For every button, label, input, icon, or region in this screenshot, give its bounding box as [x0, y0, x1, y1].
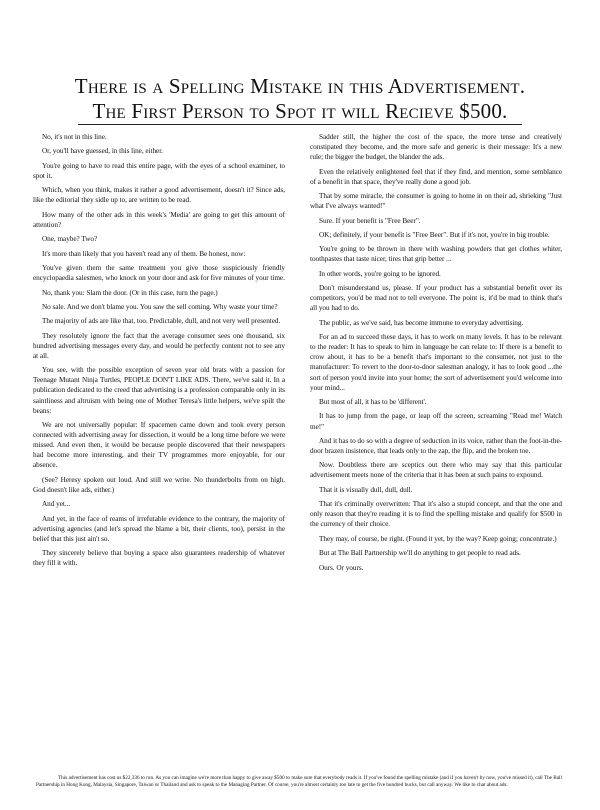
- paragraph: But at The Ball Partnership we'll do anything to get people to read ads.: [319, 549, 521, 558]
- paragraph: You see, with the possible exception of seven year old brats with a passion for Teenage Mutant Ninja Turtles, PEOPLE DON'T LIKE ADS. There, we've said it. In a publication dedicated to the creed that advertising is a profession comparable only in its saintliness and altruism with being one of Mother Teresa's little helpers, we've spilt the beans:: [33, 366, 285, 415]
- footer-text: This advertisement has cost us $22,336 to run. As you can imagine we're more than happy to give away $500 to make sure that everybody reads it. If you've found the spelling mistake (and if you haven't by now, you've missed it), call The Ball Partnership in Hong Kong, Malaysia, Singapore, Taiwan or Thailand and ask to speak to the Managing Partner. Of course, you're almost certainly too late to get the five hundred bucks, but call anyway. We like to chat about ads.: [36, 775, 562, 789]
- headline-line-1: There is a Spelling Mistake in this Advertisement.: [74, 74, 526, 98]
- paragraph: And yet...: [42, 500, 71, 509]
- paragraph: You're going to be thrown in there with washing powders that get clothes whiter, toothpastes that taste nicer, tires that grip better ...: [310, 245, 562, 264]
- paragraph: They sincerely believe that buying a space also guarantees readership of whatever they fill it with.: [33, 549, 285, 568]
- paragraph: Sadder still, the higher the cost of the space, the more tense and creatively constipated they become, and the more safe and generic is their message: It's a new rule; the bigger the budget, the blander the ads.: [310, 133, 562, 162]
- paragraph: It has to jump from the page, or leap off the screen, screaming "Read me! Watch me!": [310, 412, 562, 431]
- paragraph: No sale. And we don't blame you. You saw the sell coming. Why waste your time?: [42, 302, 278, 311]
- paragraph: You've given them the same treatment you give those suspiciously friendly encyclopaedia salesmen, who knock on your door and ask for five minutes of your time.: [33, 264, 285, 283]
- paragraph: That by some miracle, the consumer is going to home in on their ad, shrieking "Just what I've always wanted!": [310, 192, 562, 211]
- right-column: [310, 132, 562, 577]
- paragraph: No, it's not in this line.: [42, 133, 107, 141]
- paragraph: That it's criminally overwritten: That it's also a stupid concept, and that the one and only reason that they're reading it is to find the spelling mistake and qualify for $500 in the currency of their choice.: [310, 500, 562, 529]
- paragraph: One, maybe? Two?: [42, 235, 98, 244]
- headline-underline: [78, 124, 522, 125]
- footer-note: [36, 775, 564, 790]
- headline-line-2: The First Person to Spot it will Recieve $500.: [92, 99, 508, 123]
- paragraph: How many of the other ads in this week's 'Media' are going to get this amount of attention?: [33, 210, 285, 229]
- paragraph: For an ad to succeed these days, it has to work on many levels. It has to be relevant to the reader: It has to speak to him in language he can relate to: If there is a benefit to crow about, it has to be a benefit that's important to the consumer, not just to the manufacturer: To revert to the door-to-door salesman analogy, it has to look good ...the sort of person you'd invite into your home; the sort of advertisement you'd welcome into your mind...: [310, 333, 562, 392]
- paragraph: You're going to have to read this entire page, with the eyes of a school examiner, to spot it.: [33, 161, 285, 180]
- left-column: [33, 132, 285, 573]
- paragraph: Now. Doubtless there are sceptics out there who may say that this particular advertisement meets none of the criteria that it has been at such pains to expound.: [310, 461, 562, 480]
- paragraph: They resolutely ignore the fact that the average consumer sees one thousand, six hundred advertising messages every day, and would be perfectly content not to see any at all.: [33, 331, 285, 360]
- paragraph: Don't misunderstand us, please. If your product has a substantial benefit over its competitors, you'd be mad not to tell everyone. The point is, it'd be mad to think that's all you had to do.: [310, 284, 562, 313]
- paragraph: But most of all, it has to be 'different'.: [319, 398, 427, 407]
- paragraph: That it is visually dull, dull, dull.: [319, 485, 413, 494]
- paragraph: In other words, you're going to be ignored.: [319, 269, 441, 278]
- paragraph: Which, when you think, makes it rather a good advertisement, doesn't it? Since ads, like the editorial they sidle up to, are written to be read.: [33, 186, 285, 205]
- paragraph: (See? Heresy spoken out loud. And still we write. No thunderbolts from on high. God doesn't like ads, either.): [33, 475, 285, 494]
- paragraph: We are not universally popular: If spacemen came down and took every person connected with advertising away for dissection, it would be a long time before we were missed. And even then, it would be because people discovered that their newspapers had become more interesting, and their TV programmes more enjoyable, for our absence.: [33, 421, 285, 470]
- headline: [30, 74, 570, 124]
- paragraph: Even the relatively enlightened feel that if they find, and mention, some semblance of a benefit in that space, they've really done a good job.: [310, 167, 562, 186]
- paragraph: OK; definitely, if your benefit is "Free Beer". But if it's not, you're in big trouble.: [319, 230, 550, 239]
- paragraph: And yet, in the face of reams of irrefutable evidence to the contrary, the majority of advertising agencies (and let's spread the blame a bit, their clients, too), persist in the belief that this just ain't so.: [33, 514, 285, 543]
- paragraph: The majority of ads are like that, too. Predictable, dull, and not very well presented.: [42, 317, 281, 326]
- paragraph: Ours. Or yours.: [319, 563, 364, 572]
- paragraph: The public, as we've said, has become immune to everyday advertising.: [319, 318, 524, 327]
- paragraph: They may, of course, be right. (Found it yet, by the way? Keep going; concentrate.): [319, 534, 557, 543]
- paragraph: No, thank you: Slam the door. (Or in this case, turn the page.): [42, 288, 218, 297]
- paragraph: Or, you'll have guessed, in this line, either.: [42, 147, 163, 156]
- paragraph: Sure. If your benefit is "Free Beer".: [319, 216, 421, 225]
- paragraph: It's more than likely that you haven't read any of them. Be honest, now:: [42, 249, 246, 258]
- paragraph: And it has to do so with a degree of seduction in its voice, rather than the foot-in-the-door brazen insistence, that leads only to the zap, the flip, and the broken toe.: [310, 436, 562, 455]
